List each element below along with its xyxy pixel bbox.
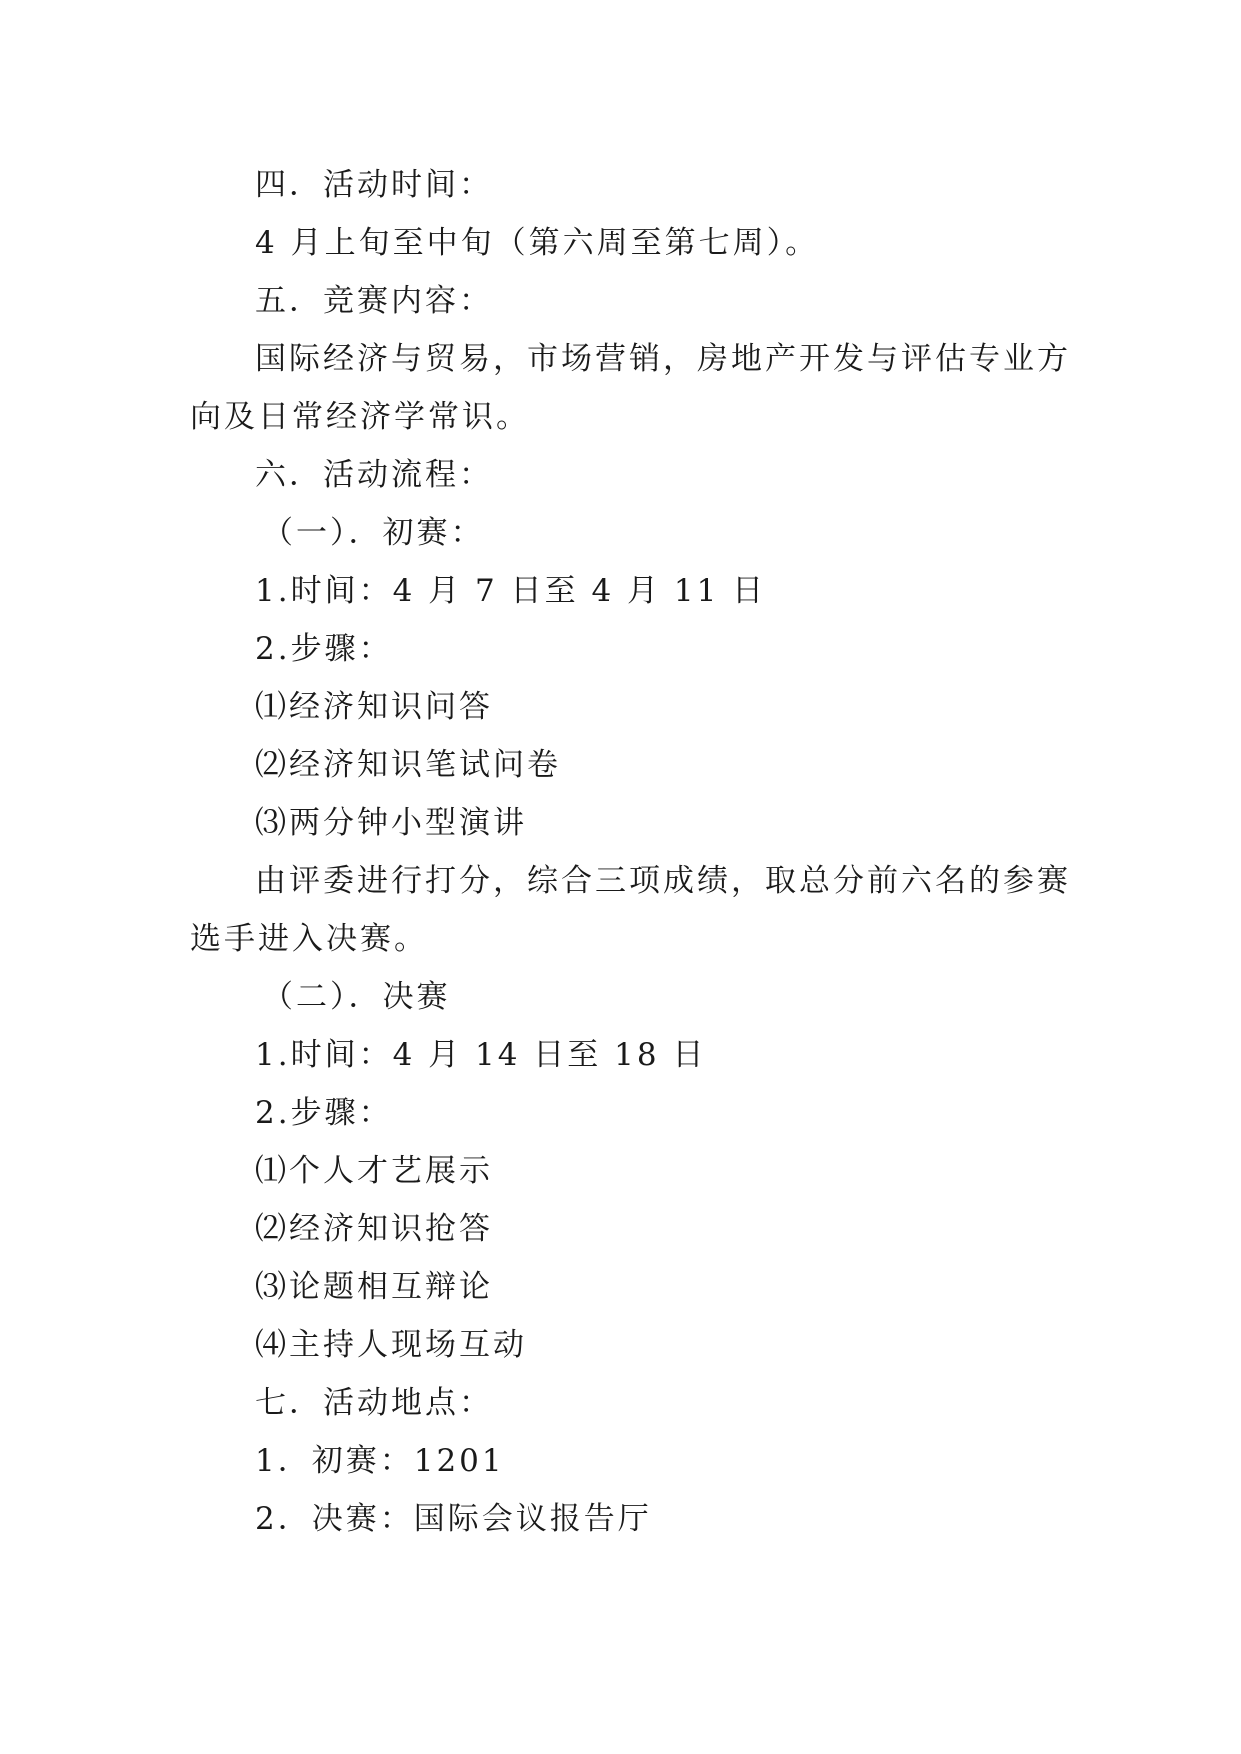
subsection-heading-final: （二）．决赛 [262, 979, 451, 1015]
final-step-1: ⑴个人才艺展示 [255, 1153, 493, 1189]
preliminary-step-1: ⑴经济知识问答 [255, 689, 493, 725]
final-step-2: ⑵经济知识抢答 [255, 1211, 493, 1247]
document-body [190, 156, 1070, 1548]
section-heading-process: 六．活动流程： [255, 457, 493, 493]
section-heading-time: 四．活动时间： [255, 167, 493, 203]
preliminary-step-2: ⑵经济知识笔试问卷 [255, 747, 561, 783]
preliminary-steps-label: 2.步骤： [255, 631, 393, 667]
location-final: 2．决赛：国际会议报告厅 [255, 1501, 652, 1537]
paragraph-time: 4 月上旬至中旬（第六周至第七周）。 [255, 225, 820, 261]
section-heading-location: 七．活动地点： [255, 1385, 493, 1421]
section-heading-content: 五．竞赛内容： [255, 283, 493, 319]
preliminary-step-3: ⑶两分钟小型演讲 [255, 805, 527, 841]
final-time: 1.时间：4 月 14 日至 18 日 [255, 1037, 707, 1073]
final-step-4: ⑷主持人现场互动 [255, 1327, 527, 1363]
subsection-heading-preliminary: （一）．初赛： [262, 515, 485, 551]
paragraph-content-line-1: 国际经济与贸易，市场营销，房地产开发与评估专业方 [255, 341, 1071, 377]
final-step-3: ⑶论题相互辩论 [255, 1269, 493, 1305]
final-steps-label: 2.步骤： [255, 1095, 393, 1131]
paragraph-scoring-line-1: 由评委进行打分，综合三项成绩，取总分前六名的参赛 [255, 863, 1071, 899]
preliminary-time: 1.时间：4 月 7 日至 4 月 11 日 [255, 573, 767, 609]
paragraph-content-line-2: 向及日常经济学常识。 [190, 399, 530, 435]
location-preliminary: 1．初赛：1201 [255, 1443, 505, 1479]
paragraph-scoring-line-2: 选手进入决赛。 [190, 921, 428, 957]
